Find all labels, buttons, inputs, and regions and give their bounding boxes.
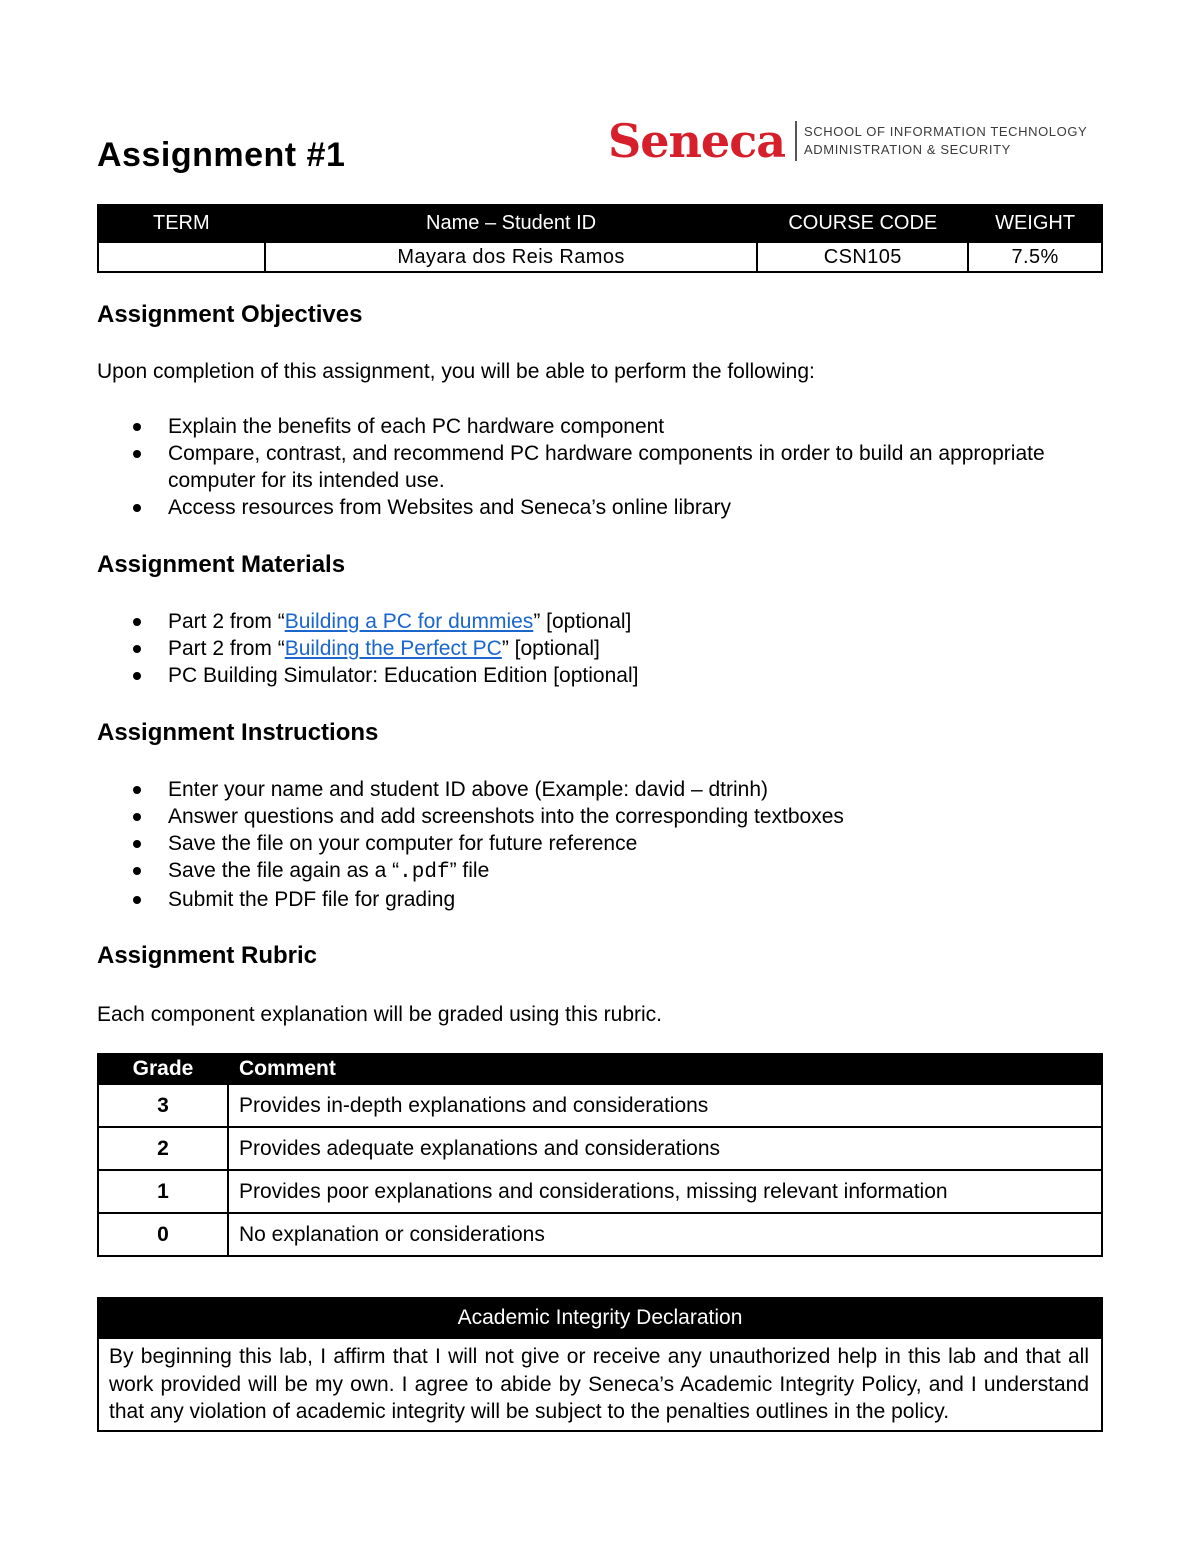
logo-wordmark: Seneca (608, 114, 786, 168)
course-code-header: COURSE CODE (757, 205, 968, 242)
grade-cell: 2 (98, 1127, 228, 1170)
name-header: Name – Student ID (265, 205, 758, 242)
building-the-perfect-pc-link[interactable]: Building the Perfect PC (284, 637, 502, 660)
comment-cell: Provides in-depth explanations and considerations (228, 1084, 1102, 1127)
term-header: TERM (98, 205, 265, 242)
course-code-cell: CSN105 (757, 242, 968, 272)
weight-header: WEIGHT (968, 205, 1102, 242)
list-item: PC Building Simulator: Education Edition [optional] (97, 662, 1057, 689)
objectives-list (97, 413, 1057, 521)
rubric-table (97, 1053, 1103, 1257)
building-a-pc-for-dummies-link[interactable]: Building a PC for dummies (284, 610, 534, 633)
comment-cell: Provides adequate explanations and considerations (228, 1127, 1102, 1170)
rubric-heading: Assignment Rubric (97, 942, 318, 969)
objectives-heading: Assignment Objectives (97, 301, 363, 328)
instructions-heading: Assignment Instructions (97, 719, 379, 746)
declaration-text: By beginning this lab, I affirm that I will not give or receive any unauthorized help in this lab and that all work provided will be my own. I agree to abide by Seneca’s Academic Integrity Policy, and I understand that any violation of academic integrity will be subject to the penalties outlines in the policy. (98, 1338, 1102, 1431)
weight-cell: 7.5% (968, 242, 1102, 272)
list-item: Save the file again as a “.pdf” file (97, 857, 1057, 886)
pdf-extension: .pdf (399, 861, 450, 884)
grade-cell: 1 (98, 1170, 228, 1213)
objectives-intro: Upon completion of this assignment, you will be able to perform the following: (97, 360, 815, 383)
list-item: Save the file on your computer for future reference (97, 830, 1057, 857)
comment-header: Comment (228, 1054, 1102, 1084)
list-item: Submit the PDF file for grading (97, 886, 1057, 913)
logo-subtitle-line2: ADMINISTRATION & SECURITY (804, 142, 1011, 157)
comment-cell: No explanation or considerations (228, 1213, 1102, 1256)
list-item: Access resources from Websites and Seneca’s online library (97, 494, 1057, 521)
table-row (98, 1127, 1102, 1170)
materials-list (97, 608, 1057, 689)
comment-cell: Provides poor explanations and considerations, missing relevant information (228, 1170, 1102, 1213)
seneca-logo (608, 116, 1087, 166)
list-item: Enter your name and student ID above (Example: david – dtrinh) (97, 776, 1057, 803)
instructions-list (97, 776, 1057, 913)
logo-divider (795, 121, 797, 161)
table-row (98, 1084, 1102, 1127)
list-item: Part 2 from “Building a PC for dummies” [optional] (97, 608, 1057, 635)
rubric-intro: Each component explanation will be graded using this rubric. (97, 1003, 663, 1026)
list-item: Part 2 from “Building the Perfect PC” [optional] (97, 635, 1057, 662)
logo-subtitle-line1: SCHOOL OF INFORMATION TECHNOLOGY (804, 124, 1088, 139)
grade-cell: 3 (98, 1084, 228, 1127)
materials-heading: Assignment Materials (97, 551, 346, 578)
academic-integrity-declaration (97, 1297, 1103, 1432)
list-item: Explain the benefits of each PC hardware component (97, 413, 1057, 440)
table-row (98, 1170, 1102, 1213)
page-title: Assignment #1 (97, 136, 346, 174)
table-row (98, 1213, 1102, 1256)
logo-subtitle (804, 123, 1087, 159)
list-item: Compare, contrast, and recommend PC hardware components in order to build an appropriate computer for its intended use. (97, 440, 1057, 494)
course-info-table (97, 204, 1103, 273)
declaration-title: Academic Integrity Declaration (98, 1298, 1102, 1338)
list-item: Answer questions and add screenshots into the corresponding textboxes (97, 803, 1057, 830)
grade-header: Grade (98, 1054, 228, 1084)
grade-cell: 0 (98, 1213, 228, 1256)
term-cell[interactable] (98, 242, 265, 272)
name-cell[interactable]: Mayara dos Reis Ramos (265, 242, 758, 272)
